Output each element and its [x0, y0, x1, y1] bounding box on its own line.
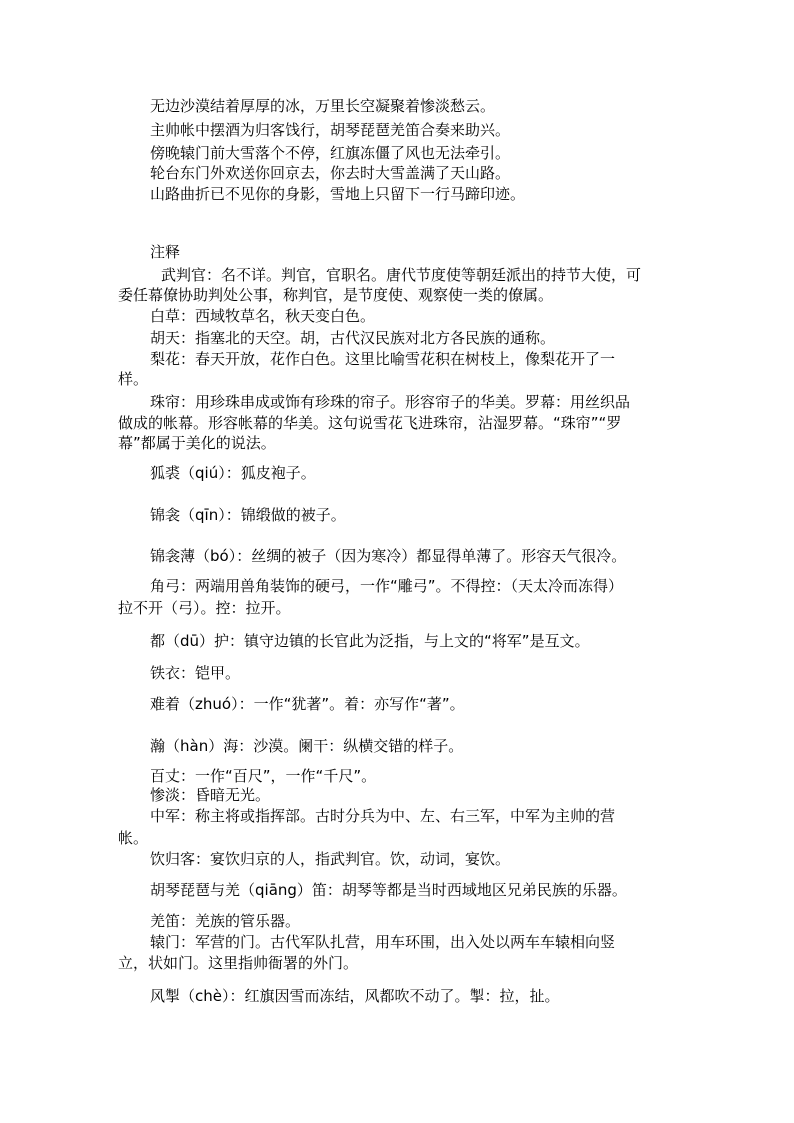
- note-line: 胡天：指塞北的天空。胡，古代汉民族对北方各民族的通称。: [150, 329, 556, 347]
- note-line: 都（dū）护：镇守边镇的长官此为泛指，与上文的“将军”是互文。: [150, 632, 590, 650]
- notes-heading: 注释: [150, 243, 181, 261]
- note-line: 胡琴琵琶与羌（qiāng）笛：胡琴等都是当时西域地区兄弟民族的乐器。: [150, 881, 627, 899]
- note-line: 武判官：名不详。判官，官职名。唐代节度使等朝廷派出的持节大使，可: [161, 266, 642, 284]
- note-line: 风掣（chè）：红旗因雪而冻结，风都吹不动了。掣：拉，扯。: [150, 987, 560, 1005]
- note-line: 中军：称主将或指挥部。古时分兵为中、左、右三军，中军为主帅的营: [150, 807, 616, 825]
- note-line: 铁衣：铠甲。: [150, 664, 241, 682]
- note-line: 狐裘（qiú）：狐皮袍子。: [150, 464, 316, 482]
- note-line: 珠帘：用珍珠串成或饰有珍珠的帘子。形容帘子的华美。罗幕：用丝织品: [150, 393, 631, 411]
- note-line: 立，状如门。这里指帅衙署的外门。: [118, 954, 359, 972]
- translation-line: 山路曲折已不见你的身影，雪地上只留下一行马蹄印迹。: [150, 185, 526, 203]
- note-line: 难着（zhuó）：一作“犹著”。着：亦写作“著”。: [150, 695, 465, 713]
- note-line: 锦衾（qīn）：锦缎做的被子。: [150, 506, 346, 524]
- note-line: 拉不开（弓）。控：拉开。: [118, 599, 291, 617]
- note-line: 惨淡：昏暗无光。: [150, 786, 271, 804]
- note-line: 样。: [118, 370, 149, 388]
- translation-line: 主帅帐中摆酒为归客饯行，胡琴琵琶羌笛合奏来助兴。: [150, 121, 511, 139]
- note-line: 做成的帐幕。形容帐幕的华美。这句说雪花飞进珠帘，沾湿罗幕。“珠帘”“罗: [118, 414, 622, 432]
- translation-line: 轮台东门外欢送你回京去，你去时大雪盖满了天山路。: [150, 164, 511, 182]
- note-line: 梨花：春天开放，花作白色。这里比喻雪花积在树枝上，像梨花开了一: [150, 350, 616, 368]
- note-line: 帐。: [118, 829, 149, 847]
- note-line: 瀚（hàn）海：沙漠。阑干：纵横交错的样子。: [150, 737, 464, 755]
- note-line: 白草：西域牧草名，秋天变白色。: [150, 307, 376, 325]
- note-line: 锦衾薄（bó）：丝绸的被子（因为寒冷）都显得单薄了。形容天气很冷。: [150, 547, 627, 565]
- note-line: 羌笛：羌族的管乐器。: [150, 912, 301, 930]
- note-line: 饮归客：宴饮归京的人，指武判官。饮，动词，宴饮。: [150, 850, 511, 868]
- note-line: 辕门：军营的门。古代军队扎营，用车环围，出入处以两车车辕相向竖: [150, 933, 616, 951]
- note-line: 幕”都属于美化的说法。: [118, 434, 276, 452]
- note-line: 委任幕僚协助判处公事，称判官，是节度使、观察使一类的僚属。: [118, 286, 554, 304]
- note-line: 百丈：一作“百尺”，一作“千尺”。: [150, 767, 377, 785]
- translation-line: 傍晚辕门前大雪落个不停，红旗冻僵了风也无法牵引。: [150, 144, 511, 162]
- translation-line: 无边沙漠结着厚厚的冰，万里长空凝聚着惨淡愁云。: [150, 97, 496, 115]
- note-line: 角弓：两端用兽角装饰的硬弓，一作“雕弓”。不得控：（天太冷而冻得）: [150, 577, 624, 595]
